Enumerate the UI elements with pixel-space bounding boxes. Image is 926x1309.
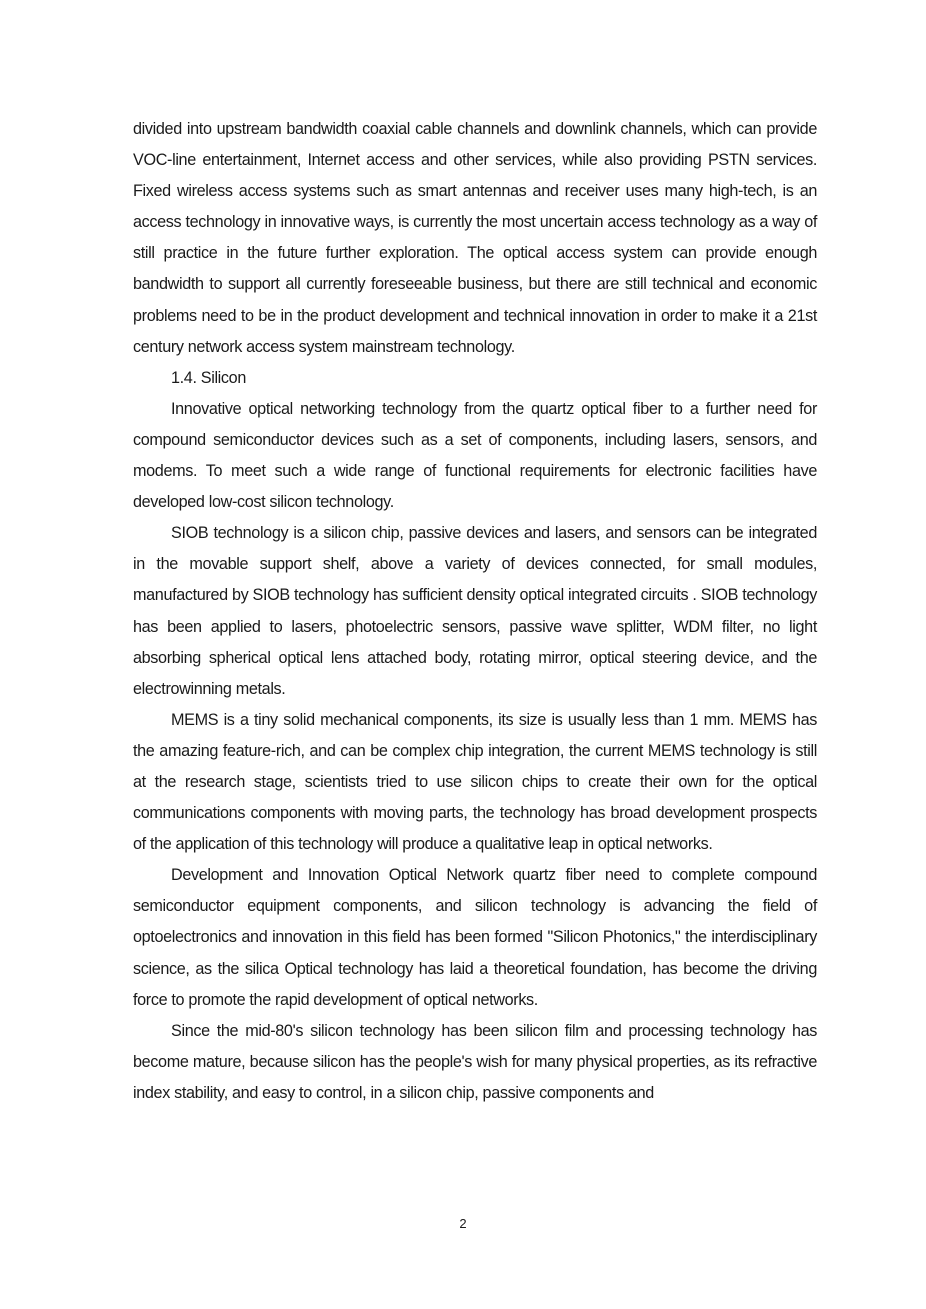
- paragraph-mems: MEMS is a tiny solid mechanical components, its size is usually less than 1 mm. MEMS has the amazing feature-rich, and can be complex chip integration, the current MEMS technology is still at the research stage, scientists tried to use silicon chips to create their own for the optical communications components with moving parts, the technology has broad development prospects of the application of this technology will produce a qualitative leap in optical networks.: [133, 710, 817, 854]
- section-heading: 1.4. Silicon: [171, 368, 246, 387]
- body-text: [133, 114, 817, 1109]
- paragraph-innovative-optical: Innovative optical networking technology from the quartz optical fiber to a further need for compound semiconductor devices such as a set of components, including lasers, sensors, and modems. To meet such a wide range of functional requirements for electronic facilities have developed low-cost silicon technology.: [133, 399, 817, 512]
- paragraph-continuation: divided into upstream bandwidth coaxial cable channels and downlink channels, which can provide VOC-line entertainment, Internet access and other services, while also providing PSTN services. Fixed wireless access systems such as smart antennas and receiver uses many high-tech, is an access technology in innovative ways, is currently the most uncertain access technology as a way of still practice in the future further exploration. The optical access system can provide enough bandwidth to support all currently foreseeable business, but there are still technical and economic problems need to be in the product development and technical innovation in order to make it a 21st century network access system mainstream technology.: [133, 120, 817, 356]
- paragraph-development: Development and Innovation Optical Network quartz fiber need to complete compound semiconductor equipment components, and silicon technology is advancing the field of optoelectronics and innovation in this field has been formed "Silicon Photonics," the interdisciplinary science, as the silica Optical technology has laid a theoretical foundation, has become the driving force to promote the rapid development of optical networks.: [133, 866, 817, 1009]
- page-number: 2: [459, 1216, 467, 1231]
- paragraph-mid-80s: Since the mid-80's silicon technology has been silicon film and processing technology has become mature, because silicon has the people's wish for many physical properties, as its refractive index stability, and easy to control, in a silicon chip, passive components and: [133, 1021, 817, 1102]
- paragraph-siob: SIOB technology is a silicon chip, passive devices and lasers, and sensors can be integrated in the movable support shelf, above a variety of devices connected, for small modules, manufactured by SIOB technology has sufficient density optical integrated circuits . SIOB technology has been applied to lasers, photoelectric sensors, passive wave splitter, WDM filter, no light absorbing spherical optical lens attached body, rotating mirror, optical steering device, and the electrowinning metals.: [133, 524, 817, 698]
